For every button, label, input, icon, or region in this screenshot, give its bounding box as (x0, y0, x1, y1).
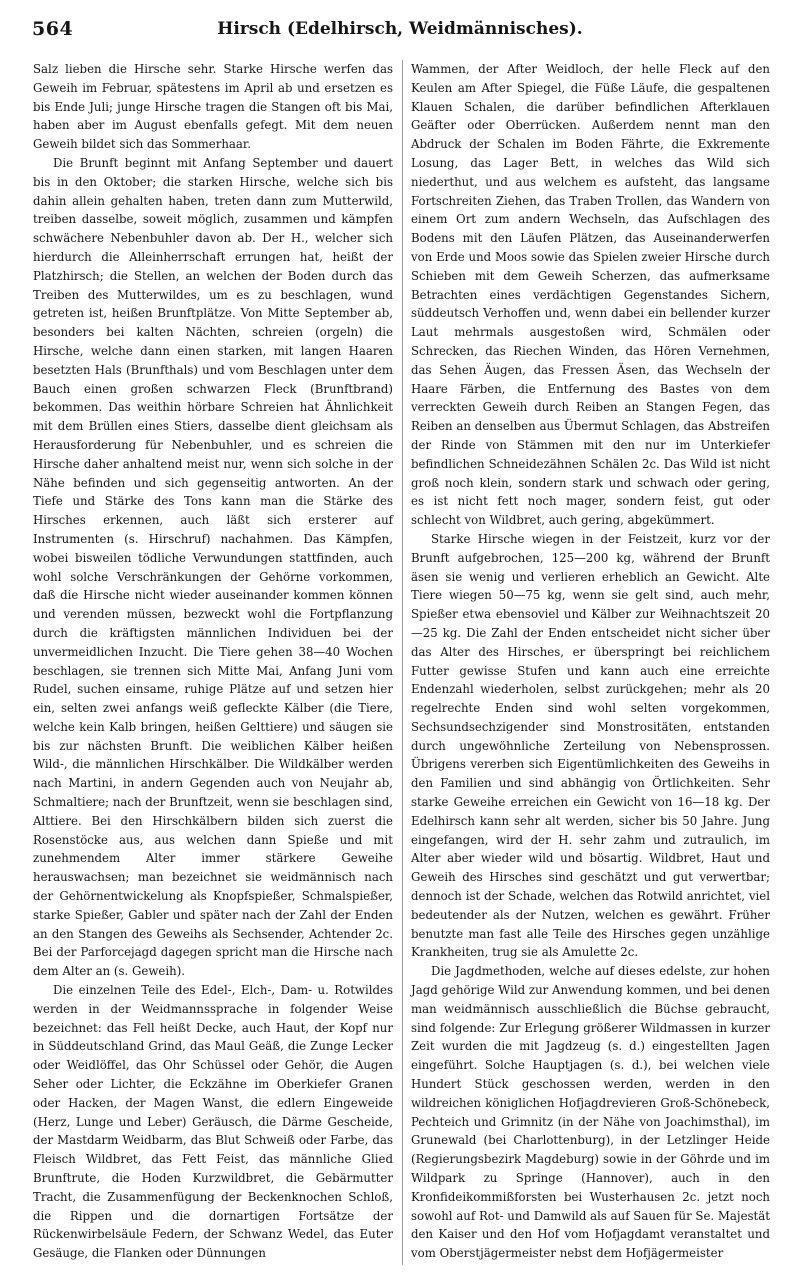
paragraph: Die einzelnen Teile des Edel-, Elch-, Dam- u. Rotwildes werden in der Weidmannssprache in folgender Weise bezeichnet: das Fell heißt Decke, auch Haut, der Kopf nur in Süddeutschland Grind, das Maul Geäß, die Zunge Lecker oder Weidlöffel, das Ohr Schüssel oder Gehör, die Augen Seher oder Lichter, die Eckzähne im Oberkiefer Granen oder Hacken, der Magen Wanst, die edlern Eingeweide (Herz, Lunge und Leber) Geräusch, die Därme Gescheide, der Mastdarm Weidbarm, das Blut Schweiß oder Farbe, das Fleisch Wildbret, das Fett Feist, das männliche Glied Brunftrute, die Hoden Kurzwildbret, die Gebärmutter Tracht, die Zusammenfügung der Beckenknochen Schloß, die Rippen und die dornartigen Fortsätze der Rückenwirbelsäule Federn, der Schwanz Wedel, das Euter Gesäuge, die Flanken oder Dünnungen (33, 983, 393, 1261)
column-divider (402, 60, 403, 1265)
paragraph: Wammen, der After Weidloch, der helle Fleck auf den Keulen am After Spiegel, die Füße Läufe, die gespaltenen Klauen Schalen, die darüber befindlichen Afterklauen Geäfter oder Oberrücken. Außerdem nennt man den Abdruck der Schalen im Boden Fährte, die Exkremente Losung, das Lager Bett, in welches das Wild sich niederthut, und aus welchem es aufsteht, das langsame Fortschreiten Ziehen, das Traben Trollen, das Wandern von einem Ort zum andern Wechseln, das Aufschlagen des Bodens mit den Läufen Plätzen, das Auseinanderwerfen von Erde und Moos sowie das Spielen zweier Hirsche durch Schieben mit dem Geweih Scherzen, das aufmerksame Betrachten eines verdächtigen Gegenstandes Sichern, süddeutsch Verhoffen und, wenn dabei ein bellender kurzer Laut mehrmals ausgestoßen wird, Schmälen oder Schrecken, das Riechen Winden, das Hören Vernehmen, das Sehen Äugen, das Fressen Äsen, das Wechseln der Haare Färben, die Entfernung des Bastes von dem verreckten Geweih durch Reiben an Stangen Fegen, das Reiben an denselben aus Übermut Schlagen, das Abstreifen der Rinde von Stämmen mit den nur im Unterkiefer befindlichen Schneidezähnen Schälen 2c. Das Wild ist nicht groß noch klein, sondern stark und schwach oder gering, es ist nicht fett noch mager, sondern feist, gut oder schlecht von Wildbret, auch gering, abgekümmert. (411, 62, 770, 528)
page-header (30, 14, 770, 44)
paragraph: Salz lieben die Hirsche sehr. Starke Hirsche werfen das Geweih im Februar, spätestens im April ab und ersetzen es bis Ende Juli; junge Hirsche tragen die Stangen oft bis Mai, haben aber im August ebenfalls gefegt. Mit dem neuen Geweih bildet sich das Sommerhaar. (33, 62, 393, 152)
left-column (33, 60, 393, 1263)
paragraph: Starke Hirsche wiegen in der Feistzeit, kurz vor der Brunft aufgebrochen, 125—200 kg, während der Brunft äsen sie wenig und verlieren erheblich an Gewicht. Alte Tiere wiegen 50—75 kg, wenn sie gelt sind, auch mehr, Spießer etwa ebensoviel und Kälber zur Weihnachtszeit 20—25 kg. Die Zahl der Enden entscheidet nicht sicher über das Alter des Hirsches, er überspringt bei reichlichem Futter gewisse Stufen und kann auch eine erreichte Endenzahl wiederholen, selbst zurückgehen; mehr als 20 regelrechte Enden sind wohl selten vorgekommen, Sechsundsechzigender sind Monstrositäten, entstanden durch ungewöhnliche Zerteilung von Nebensprossen. Übrigens vererben sich Eigentümlichkeiten des Geweihs in den Familien und sind abhängig von Örtlichkeiten. Sehr starke Geweihe erreichen ein Gewicht von 16—18 kg. Der Edelhirsch kann sehr alt werden, sicher bis 50 Jahre. Jung eingefangen, wird der H. sehr zahm und zutraulich, im Alter aber wieder wild und bösartig. Wildbret, Haut und Geweih des Hirsches sind geschätzt und gut verwertbar; dennoch ist der Schade, welchen das Rotwild anrichtet, viel bedeutender als der Nutzen, welchen es gewährt. Früher benutzte man fast alle Teile des Hirsches gegen unzählige Krankheiten, trug sie als Amulette 2c. (411, 531, 770, 960)
right-column (411, 60, 770, 1263)
page-number: 564 (32, 18, 74, 40)
paragraph: Die Jagdmethoden, welche auf dieses edelste, zur hohen Jagd gehörige Wild zur Anwendung kommen, und bei denen man weidmännisch ausschließlich die Büchse gebraucht, sind folgende: Zur Erlegung größerer Wildmassen in kurzer Zeit wurden die mit Jagdzeug (s. d.) eingestellten Jagen eingeführt. Solche Hauptjagen (s. d.), bei welchen viele Hundert Stück geschossen werden, werden in den wildreichen königlichen Hofjagdrevieren Groß-Schönebeck, Pechteich und Grimnitz (in der Nähe von Joachimsthal), im Grunewald (bei Charlottenburg), in der Letzlinger Heide (Regierungsbezirk Magdeburg) sowie in der Göhrde und im Wildpark zu Springe (Hannover), auch in den Kronfideikommißforsten bei Wusterhausen 2c. jetzt noch sowohl auf Rot- und Damwild als auf Sauen für Se. Majestät den Kaiser und den Hof vom Hofjagdamt veranstaltet und vom Oberstjägermeister nebst dem Hofjägermeister (411, 964, 771, 1261)
paragraph: Die Brunft beginnt mit Anfang September und dauert bis in den Oktober; die starken Hirsche, welche sich bis dahin allein gehalten haben, treten dann zum Mutterwild, treiben dasselbe, soweit möglich, zusammen und kämpfen schwächere Nebenbuhler davon ab. Der H., welcher sich hierdurch die Alleinherrschaft errungen hat, heißt der Platzhirsch; die Stellen, an welchen der Boden durch das Treiben des Mutterwildes, um es zu beschlagen, wund getreten ist, heißen Brunftplätze. Von Mitte September ab, besonders bei kalten Nächten, schreien (orgeln) die Hirsche, welche dann einen starken, mit langen Haaren besetzten Hals (Brunfthals) und vom Beschlagen unter dem Bauch einen großen schwarzen Fleck (Brunftbrand) bekommen. Das weithin hörbare Schreien hat Ähnlichkeit mit dem Brüllen eines Stiers, dasselbe dient gleichsam als Herausforderung für Nebenbuhler, und es schreien die Hirsche daher anhaltend meist nur, wenn sich solche in der Nähe befinden und sich gegenseitig antworten. An der Tiefe und Stärke des Tons kann man die Stärke des Hirsches erkennen, auch läßt sich ersterer auf Instrumenten (s. Hirschruf) nachahmen. Das Kämpfen, wobei bisweilen tödliche Verwundungen stattfinden, auch wohl solche Verschränkungen der Gehörne vorkommen, daß die Hirsche nicht wieder auseinander kommen können und verenden müssen, bezweckt wohl die Fortpflanzung durch die kräftigsten männlichen Individuen bei der unvermeidlichen Inzucht. Die Tiere gehen 38—40 Wochen beschlagen, sie trennen sich Mitte Mai, Anfang Juni vom Rudel, suchen einsame, ruhige Plätze auf und setzen hier ein, selten zwei anfangs weiß gefleckte Kälber (die Tiere, welche kein Kalb bringen, heißen Gelttiere) und säugen sie bis zur nächsten Brunft. Die weiblichen Kälber heißen Wild-, die männlichen Hirschkälber. Die Wildkälber werden nach Martini, in andern Gegenden auch von Neujahr ab, Schmaltiere; nach der Brunftzeit, wenn sie beschlagen sind, Alttiere. Bei den Hirschkälbern bilden sich zuerst die Rosenstöcke aus, aus welchen dann Spieße und mit zunehmendem Alter immer stärkere Geweihe herauswachsen; man bezeichnet sie weidmännisch nach der Gehörnentwickelung als Knopfspießer, Schmalspießer, starke Spießer, Gabler und später nach der Zahl der Enden an den Stangen des Geweihs als Sechsender, Achtender 2c. Bei der Parforcejagd dagegen spricht man die Hirsche nach dem Alter an (s. Geweih). (33, 155, 393, 979)
page-title: Hirsch (Edelhirsch, Weidmännisches). (217, 19, 583, 39)
